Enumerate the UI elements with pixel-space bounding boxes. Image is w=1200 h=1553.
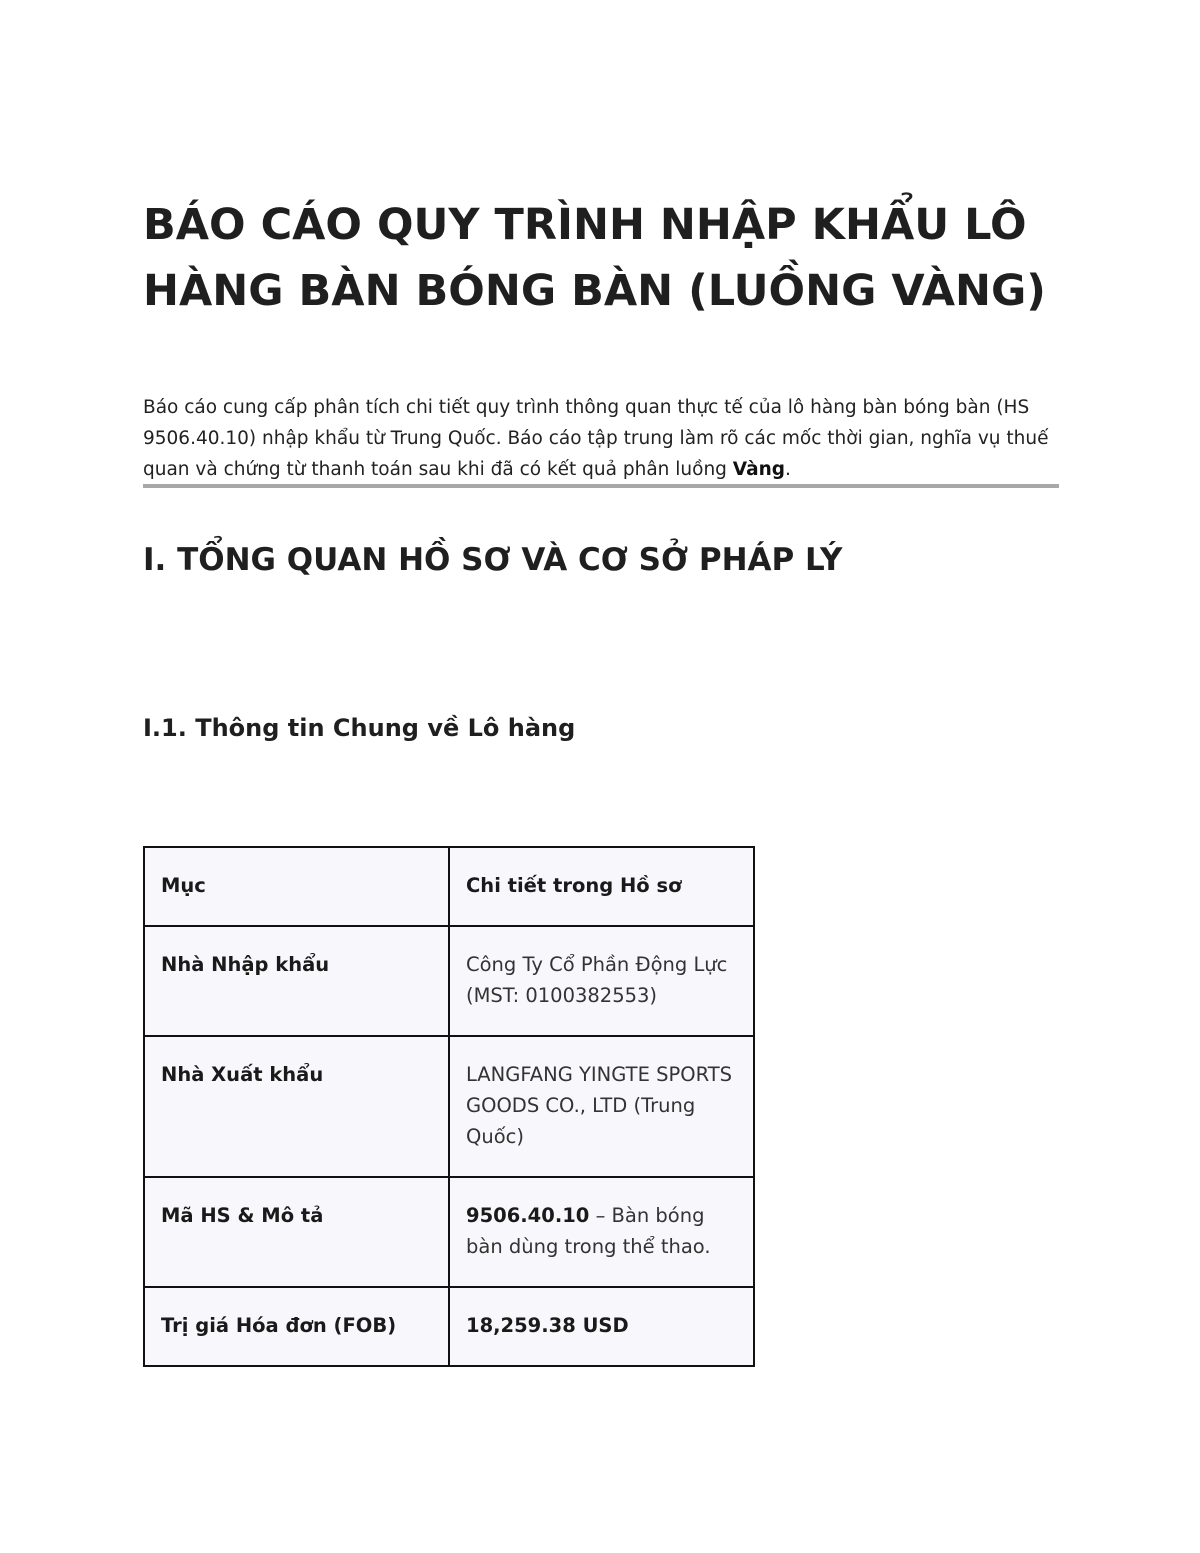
intro-emphasis: Vàng [732,459,785,480]
table-header-cell: Mục [144,847,449,926]
table-key-cell: Nhà Xuất khẩu [144,1036,449,1177]
table-row [144,1177,754,1287]
subsection-heading: I.1. Thông tin Chung về Lô hàng [143,714,576,742]
hs-code: 9506.40.10 [466,1204,590,1227]
intro-paragraph [143,392,1059,485]
table-key-cell: Mã HS & Mô tả [144,1177,449,1287]
invoice-value: 18,259.38 USD [466,1314,629,1337]
table-header-cell: Chi tiết trong Hồ sơ [449,847,754,926]
divider-rule [143,484,1059,488]
table-value-cell [449,1287,754,1366]
table-value-cell [449,1177,754,1287]
table-value-cell: LANGFANG YINGTE SPORTS GOODS CO., LTD (Trung Quốc) [449,1036,754,1177]
table-row [144,1036,754,1177]
shipment-info-table [143,846,755,1367]
section-heading: I. TỔNG QUAN HỒ SƠ VÀ CƠ SỞ PHÁP LÝ [143,542,843,578]
table-key-cell: Trị giá Hóa đơn (FOB) [144,1287,449,1366]
hs-description: – Bàn bóng bàn dùng trong thể thao. [466,1204,711,1258]
table-row [144,926,754,1036]
table-row [144,1287,754,1366]
intro-end: . [785,459,791,480]
document-title: BÁO CÁO QUY TRÌNH NHẬP KHẨU LÔ HÀNG BÀN BÓNG BÀN (LUỒNG VÀNG) [143,200,1046,316]
table-value-cell: Công Ty Cổ Phần Động Lực (MST: 0100382553) [449,926,754,1036]
table-header-row [144,847,754,926]
table-key-cell: Nhà Nhập khẩu [144,926,449,1036]
intro-text: Báo cáo cung cấp phân tích chi tiết quy trình thông quan thực tế của lô hàng bàn bóng bàn (HS 9506.40.10) nhập khẩu từ Trung Quốc. Báo cáo tập trung làm rõ các mốc thời gian, nghĩa vụ thuế quan và chứng từ thanh toán sau khi đã có kết quả phân luồng [143,397,1049,480]
